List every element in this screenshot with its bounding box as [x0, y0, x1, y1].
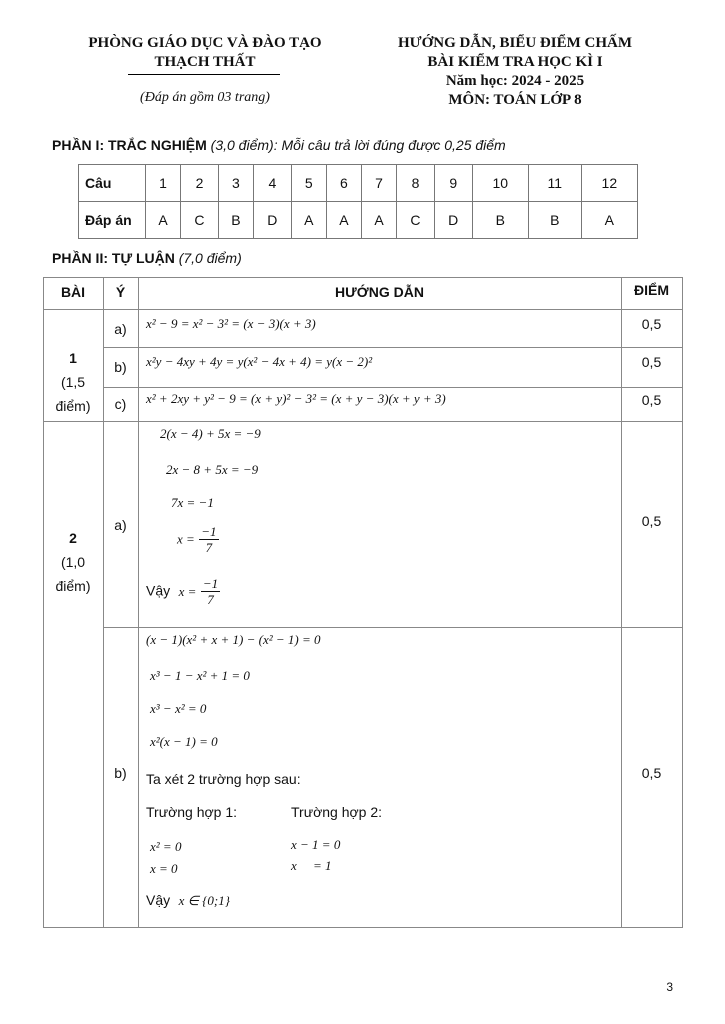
bai2-b-case1-eq2: x = 0: [150, 861, 178, 876]
bai2-label: [43, 526, 103, 598]
bai1-c-score: 0,5: [641, 392, 662, 408]
question-cell: 9: [434, 165, 472, 202]
bai1-a-score: 0,5: [641, 316, 662, 332]
bai2-b-step4: x²(x − 1) = 0: [150, 734, 218, 749]
bai2-b-step3: x³ − x² = 0: [150, 701, 207, 716]
bai2-b-step1: (x − 1)(x² + x + 1) − (x² − 1) = 0: [146, 632, 321, 647]
bai1-a-expression: x² − 9 = x² − 3² = (x − 3)(x + 3): [146, 316, 316, 331]
part1-title-bold: PHẦN I: TRẮC NGHIỆM: [52, 137, 207, 153]
fraction: [199, 524, 218, 555]
exam-title: BÀI KIỂM TRA HỌC KÌ I: [427, 54, 603, 70]
bai2-a-step3: 7x = −1: [171, 495, 214, 510]
answer-cell: C: [397, 202, 435, 239]
fraction-denominator: 7: [207, 592, 214, 607]
part1-title: [52, 137, 506, 153]
bai2-a-step4: [177, 524, 219, 555]
header-left: [70, 34, 340, 72]
header-right: [375, 34, 655, 110]
question-cell: 12: [581, 165, 637, 202]
answer-cell: A: [291, 202, 326, 239]
bai2-b-step2: x³ − 1 − x² + 1 = 0: [150, 668, 250, 683]
col-bai-header: BÀI: [60, 284, 86, 300]
answer-key-table: [78, 164, 638, 239]
bai2-a-conclusion: [146, 576, 220, 607]
question-header: Câu: [79, 165, 146, 202]
question-row: [79, 165, 638, 202]
answer-cell: A: [146, 202, 181, 239]
answer-cell: C: [181, 202, 219, 239]
district-name: THẠCH THẤT: [154, 54, 256, 70]
answer-cell: A: [326, 202, 361, 239]
bai1-b-score: 0,5: [641, 354, 662, 370]
table-border: [138, 277, 139, 928]
bai2-b-conclusion-label: Vậy: [146, 892, 171, 908]
subject: MÔN: TOÁN LỚP 8: [448, 92, 582, 108]
table-border: [682, 277, 683, 928]
department-name: PHÒNG GIÁO DỤC VÀ ĐÀO TẠO: [88, 35, 322, 51]
answer-cell: B: [218, 202, 253, 239]
part2-title-italic: (7,0 điểm): [174, 250, 242, 266]
col-y-header: Ý: [115, 284, 126, 300]
bai2-b-case2-eq2: x = 1: [291, 858, 332, 873]
bai1-label: [43, 346, 103, 418]
bai2-a-score: 0,5: [641, 513, 662, 529]
bai2-points: (1,0: [60, 554, 86, 570]
bai2-a-conclusion-lhs: x =: [178, 583, 197, 599]
answer-cell: D: [434, 202, 472, 239]
part2-title-bold: PHẦN II: TỰ LUẬN: [52, 250, 175, 266]
fraction-numerator: −1: [201, 524, 217, 539]
bai2-points-unit: điểm): [55, 578, 91, 594]
bai1-c-label: c): [114, 396, 127, 412]
col-guide-header: HƯỚNG DẪN: [335, 284, 424, 300]
question-cell: 5: [291, 165, 326, 202]
table-border: [621, 277, 622, 928]
question-cell: 6: [326, 165, 361, 202]
fraction-denominator: 7: [205, 540, 213, 555]
fraction-numerator: −1: [202, 576, 219, 591]
answer-header: Đáp án: [79, 202, 146, 239]
bai2-a-step1: 2(x − 4) + 5x = −9: [160, 426, 261, 441]
bai1-c-expression: x² + 2xy + y² − 9 = (x + y)² − 3² = (x + y − 3)(x + y + 3): [146, 391, 446, 406]
bai2-b-case1-title: Trường hợp 1:: [146, 804, 238, 820]
school-year: Năm học: 2024 - 2025: [445, 73, 585, 89]
bai2-number: 2: [69, 530, 77, 546]
question-cell: 4: [253, 165, 291, 202]
table-border: [103, 387, 682, 388]
bai1-b-expression: x²y − 4xy + 4y = y(x² − 4x + 4) = y(x − 2)²: [146, 354, 373, 369]
answer-cell: A: [361, 202, 396, 239]
answer-cell: D: [253, 202, 291, 239]
bai2-a-step2: 2x − 8 + 5x = −9: [166, 462, 259, 477]
part1-title-italic: (3,0 điểm): Mỗi câu trả lời đúng được 0,25 điểm: [206, 137, 506, 153]
page-number: 3: [666, 980, 673, 994]
part2-title: [52, 250, 242, 266]
bai2-b-cases-intro: Ta xét 2 trường hợp sau:: [146, 771, 301, 787]
question-cell: 10: [472, 165, 528, 202]
question-cell: 8: [397, 165, 435, 202]
header-divider: [128, 74, 280, 75]
question-cell: 7: [361, 165, 396, 202]
bai2-b-case2-title: Trường hợp 2:: [291, 804, 383, 820]
col-score-header: ĐIỂM: [634, 282, 669, 298]
bai1-points-unit: điểm): [55, 398, 91, 414]
bai2-a-label: a): [114, 517, 127, 533]
bai2-b-score: 0,5: [641, 765, 662, 781]
bai2-a-step4-lhs: x =: [177, 531, 195, 547]
answer-cell: A: [581, 202, 637, 239]
question-cell: 2: [181, 165, 219, 202]
answer-cell: B: [472, 202, 528, 239]
bai2-b-case1-eq1: x² = 0: [150, 839, 182, 854]
question-cell: 1: [146, 165, 181, 202]
bai2-b-case2-eq1: x − 1 = 0: [291, 837, 341, 852]
bai1-a-label: a): [114, 321, 127, 337]
page-count-note: (Đáp án gồm 03 trang): [140, 90, 270, 105]
bai2-b-result: x ∈ {0;1}: [178, 893, 230, 908]
table-border: [103, 347, 682, 348]
answer-row: [79, 202, 638, 239]
bai1-number: 1: [69, 350, 77, 366]
table-border: [103, 627, 682, 628]
doc-title: HƯỚNG DẪN, BIỂU ĐIỂM CHẤM: [397, 35, 633, 51]
answer-cell: B: [528, 202, 581, 239]
fraction: [201, 576, 220, 607]
question-cell: 11: [528, 165, 581, 202]
bai2-b-conclusion: [146, 892, 230, 910]
bai1-points: (1,5: [60, 374, 86, 390]
bai1-b-label: b): [114, 359, 127, 375]
question-cell: 3: [218, 165, 253, 202]
bai2-a-conclusion-label: Vậy: [146, 582, 171, 599]
bai2-b-label: b): [114, 765, 127, 781]
